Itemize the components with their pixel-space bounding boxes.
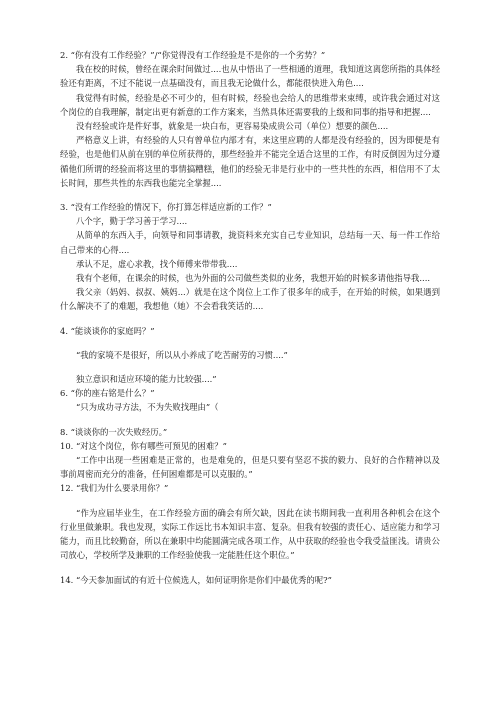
answer-paragraph: “作为应届毕业生，在工作经验方面的确会有所欠缺，因此在读书期间我一直利用各种机会在这个行业里做兼职。我也发现，实际工作远比书本知识丰富、复杂。但我有较强的责任心、适应能力和学习能力，而且比较勤奋，所以在兼职中均能圆满完成各项工作，从中获取的经验也令我受益匪浅。请贵公司放心，学校所学及兼职的工作经验使我一定能胜任这个职位。” xyxy=(60,507,440,561)
answer-paragraph: 我父亲（妈妈、叔叔、姨妈...）就是在这个岗位上工作了很多年的成手，在开始的时候，如果遇到什么解决不了的难题，我想他（她）不会看我笑话的.... xyxy=(60,287,440,312)
answer-paragraph: “我的家境不是很好，所以从小养成了吃苦耐劳的习惯....” xyxy=(76,349,288,360)
answer-paragraph: 我在校的时候，曾经在课余时间做过....也从中悟出了一些相通的道理，我知道这离您所指的具体经验还有距离，不过不能说一点基础没有，而且我无论做什么，都能很快进入角色.... xyxy=(60,64,440,89)
spacer xyxy=(60,190,440,200)
answer-paragraph: 没有经验或许是件好事，就象是一块白布，更容易染成贵公司（单位）想要的颜色.... xyxy=(76,121,389,132)
question-10: 10. “对这个岗位，你有哪些可预见的困难？” xyxy=(60,440,227,451)
answer-paragraph: 我有个老师，在课余的时候，也为外面的公司做些类似的业务，我想开始的时候多请他指导我.... xyxy=(76,273,431,284)
question-12: 12. “我们为什么要录用你？” xyxy=(60,483,169,494)
spacer xyxy=(60,563,440,573)
spacer xyxy=(60,314,440,324)
question-2: 2. “你有没有工作经验？”/“你觉得没有工作经验是不是你的一个劣势？” xyxy=(60,50,326,60)
spacer xyxy=(60,362,440,372)
answer-paragraph: 承认不足，虚心求教，找个师傅来带带我.... xyxy=(76,258,238,269)
answer-paragraph: “只为成功寻方法，不为失败找理由”（ xyxy=(76,402,219,413)
answer-paragraph: 从简单的东西入手，向领导和同事请教，拢资料来充实自己专业知识，总结每一天、每一件工作给自己带来的心得.... xyxy=(60,230,440,255)
question-14: 14. “今天参加面试的有近十位候选人，如何证明你是你们中最优秀的呢?” xyxy=(60,574,332,585)
question-4: 4. “能谈谈你的家庭吗？” xyxy=(60,325,155,336)
answer-paragraph: 八个字，勤于学习善于学习.... xyxy=(76,216,188,227)
answer-paragraph: 严格意义上讲，有经验的人只有曾单位内部才有，来这里应聘的人都是没有经验的，因为即便是有经验，也是他们从前在别的单位所获得的，那些经验并不能完全适合这里的工作，有时反倒因为过分遵循他们所谓的经验而将这里的事情搞糟糕，他们的经验无非是行业中的一些共性的东西，相信用不了太长时间，那些共性的东西我也能完全掌握.... xyxy=(60,135,440,188)
spacer xyxy=(60,415,440,425)
answer-paragraph: 独立意识和适应环境的能力比较强....” xyxy=(76,374,217,385)
answer-paragraph: 我觉得有时候，经验是必不可少的，但有时候，经验也会给人的思维带来束缚，或许我会通过对这个岗位的自我理解，制定出更有新意的工作方案来，当然具体还需要我的上级和同事的指导和把握.... xyxy=(60,92,440,117)
question-6: 6. “你的座右铭是什么？” xyxy=(60,388,155,399)
spacer xyxy=(60,496,440,506)
answer-paragraph: “工作中出现一些困难是正常的，也是难免的，但是只要有坚忍不拔的毅力、良好的合作精神以及事前周密而充分的准备，任何困难都是可以克服的。” xyxy=(60,455,440,480)
question-3: 3. “没有工作经验的情况下，你打算怎样适应新的工作？” xyxy=(60,202,272,213)
question-8: 8. “谈谈你的一次失败经历。” xyxy=(60,426,168,437)
spacer xyxy=(60,338,440,348)
